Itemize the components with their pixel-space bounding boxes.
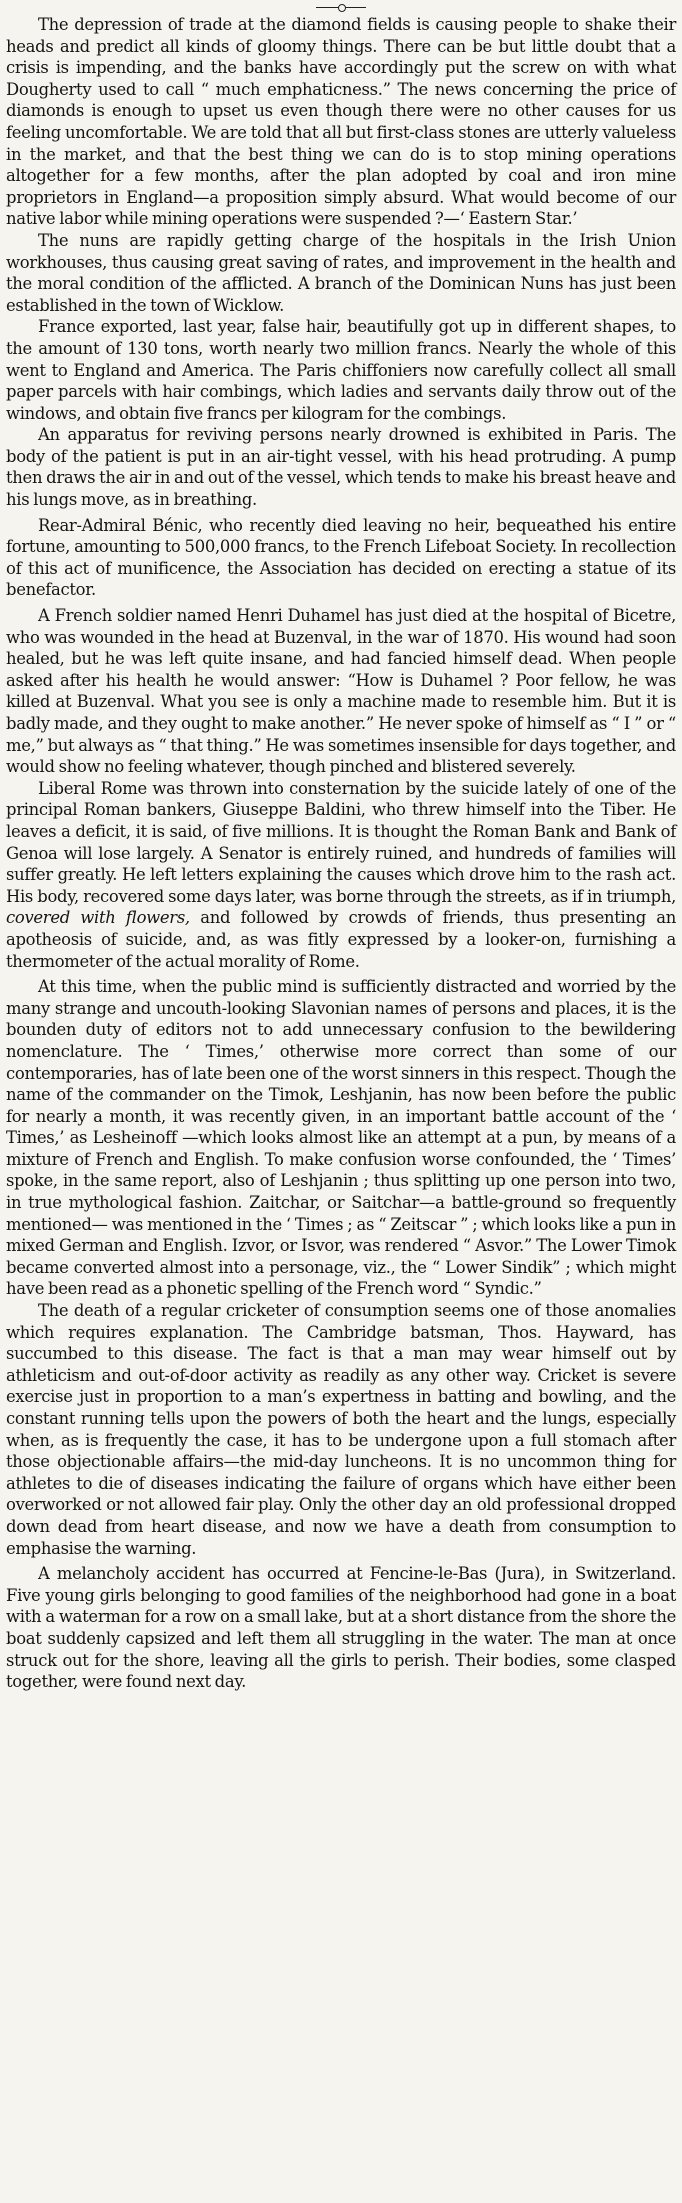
news-column — [6, 14, 676, 1693]
paragraph-cricketer: The death of a regular cricketer of consumption seems one of those anomalies which requires explanation. The Cambridge batsman, Thos. Hayward, has succumbed to this disease. The fact is that a man may wear himself out by athleticism and out-of-door activity as readily as any other way. Cricket is severe exercise just in proportion to a man’s expertness in batting and bowling, and the constant running tells upon the powers of both the heart and the lungs, especially when, as is frequently the case, it has to be undergone upon a full stomach after those objectionable affairs—the mid-day luncheons. It is no uncommon thing for athletes to die of diseases indicating the failure of organs which have either been overworked or not allowed fair play. Only the other day an old professional dropped down dead from heart disease, and now we have a death from consumption to emphasise the warning. — [6, 1301, 676, 1558]
paragraph-drowning-apparatus: An apparatus for reviving persons nearly drowned is exhibited in Paris. The body of the patient is put in an air-tight vessel, with his head protruding. A pump then draws the air in and out of the vessel, which tends to make his breast heave and his lungs move, as in breathing. — [6, 425, 676, 510]
column-rule-ornament — [316, 4, 366, 12]
roman-banker-text: Liberal Rome was thrown into consternation by the suicide lately of one of the principal Roman bankers, Giuseppe Baldini, who threw himself into the Tiber. He leaves a deficit, it is said, of five millions. It is thought the Roman Bank and Bank of Genoa will lose largely. A Senator is entirely ruined, and hundreds of families will suffer greatly. He left letters explaining the causes which drove him to the rash act. His body, recovered some days later, was borne through the streets, as if in triumph, — [6, 778, 676, 906]
paragraph-melancholy-accident: A melancholy accident has occurred at Fencine-le-Bas (Jura), in Switzerland. Five young girls belonging to good families of the neighborhood had gone in a boat with a waterman for a row on a small lake, but at a short distance from the shore the boat suddenly capsized and left them all struggling in the water. The man at once struck out for the shore, leaving all the girls to perish. Their bodies, some clasped together, were found next day. — [6, 1564, 676, 1692]
paragraph-roman-banker — [6, 778, 676, 972]
paragraph-henri-duhamel: A French soldier named Henri Duhamel has just died at the hospital of Bicetre, who was wounded in the head at Buzenval, in the war of 1870. His wound had soon healed, but he was left quite insane, and had fancied himself dead. When people asked after his health he would answer: “How is Duhamel ? Poor fellow, he was killed at Buzenval. What you see is only a machine made to resemble him. But it is badly made, and they ought to make another.” He never spoke of himself as “ I ” or “ me,” but always as “ that thing.” He was sometimes insensible for days together, and would show no feeling whatever, though pinched and blistered severely. — [6, 606, 676, 777]
paragraph-rear-admiral: Rear-Admiral Bénic, who recently died leaving no heir, bequeathed his entire fortune, amounting to 500,000 francs, to the French Lifeboat Society. In recollection of this act of munificence, the Association has decided on erecting a statue of its benefactor. — [6, 515, 676, 600]
paragraph-slavonian-names: At this time, when the public mind is sufficiently distracted and worried by the many strange and uncouth-looking Slavonian names of persons and places, it is the bounden duty of editors not to add unnecessary confusion to the bewildering nomenclature. The ‘ Times,’ otherwise more correct than some of our contemporaries, has of late been one of the worst sinners in this respect. Though the name of the commander on the Timok, Leshjanin, has now been before the public for nearly a month, it was recently given, in an important battle account of the ‘ Times,’ as Lesheinoff —which looks almost like an attempt at a pun, by means of a mixture of French and English. To make confusion worse confounded, the ‘ Times’ spoke, in the same report, also of Leshjanin ; thus splitting up one person into two, in true mythological fashion. Zaitchar, or Saitchar—a battle-ground so frequently mentioned— was mentioned in the ‘ Times ; as “ Zeitscar ” ; which looks like a pun in mixed German and English. Izvor, or Isvor, was rendered “ Asvor.” The Lower Timok became converted almost into a personage, viz., the “ Lower Sindik” ; which might have been read as a phonetic spelling of the French word “ Syndic.” — [6, 977, 676, 1299]
paragraph-diamond-fields: The depression of trade at the diamond fields is causing people to shake their heads and predict all kinds of gloomy things. There can be but little doubt that a crisis is impending, and the banks have accordingly put the screw on with what Dougherty used to call “ much emphaticness.” The news concerning the price of diamonds is enough to upset us even though there were no other causes for us feeling uncomfortable. We are told that all but first-class stones are utterly valueless in the market, and that the best thing we can do is to stop mining operations altogether for a few months, after the plan adopted by coal and iron mine proprietors in England—a proposition simply absurd. What would become of our native labor while mining operations were suspended ?—‘ Eastern Star.’ — [6, 15, 676, 229]
paragraph-irish-nuns: The nuns are rapidly getting charge of the hospitals in the Irish Union workhouses, thus causing great saving of rates, and improvement in the health and the moral condition of the afflicted. A branch of the Dominican Nuns has just been established in the town of Wicklow. — [6, 230, 676, 315]
roman-banker-text-end: and followed by crowds of friends, thus presenting an apotheosis of suicide, and, as was fitly expressed by a looker-on, furnishing a thermometer of the actual morality of Rome. — [6, 908, 676, 971]
roman-banker-italic: covered with flowers, — [6, 908, 190, 928]
paragraph-false-hair: France exported, last year, false hair, beautifully got up in different shapes, to the amount of 130 tons, worth nearly two million francs. Nearly the whole of this went to England and America. The Paris chiffoniers now carefully collect all small paper parcels with hair combings, which ladies and servants daily throw out of the windows, and obtain five francs per kilogram for the combings. — [6, 317, 676, 423]
